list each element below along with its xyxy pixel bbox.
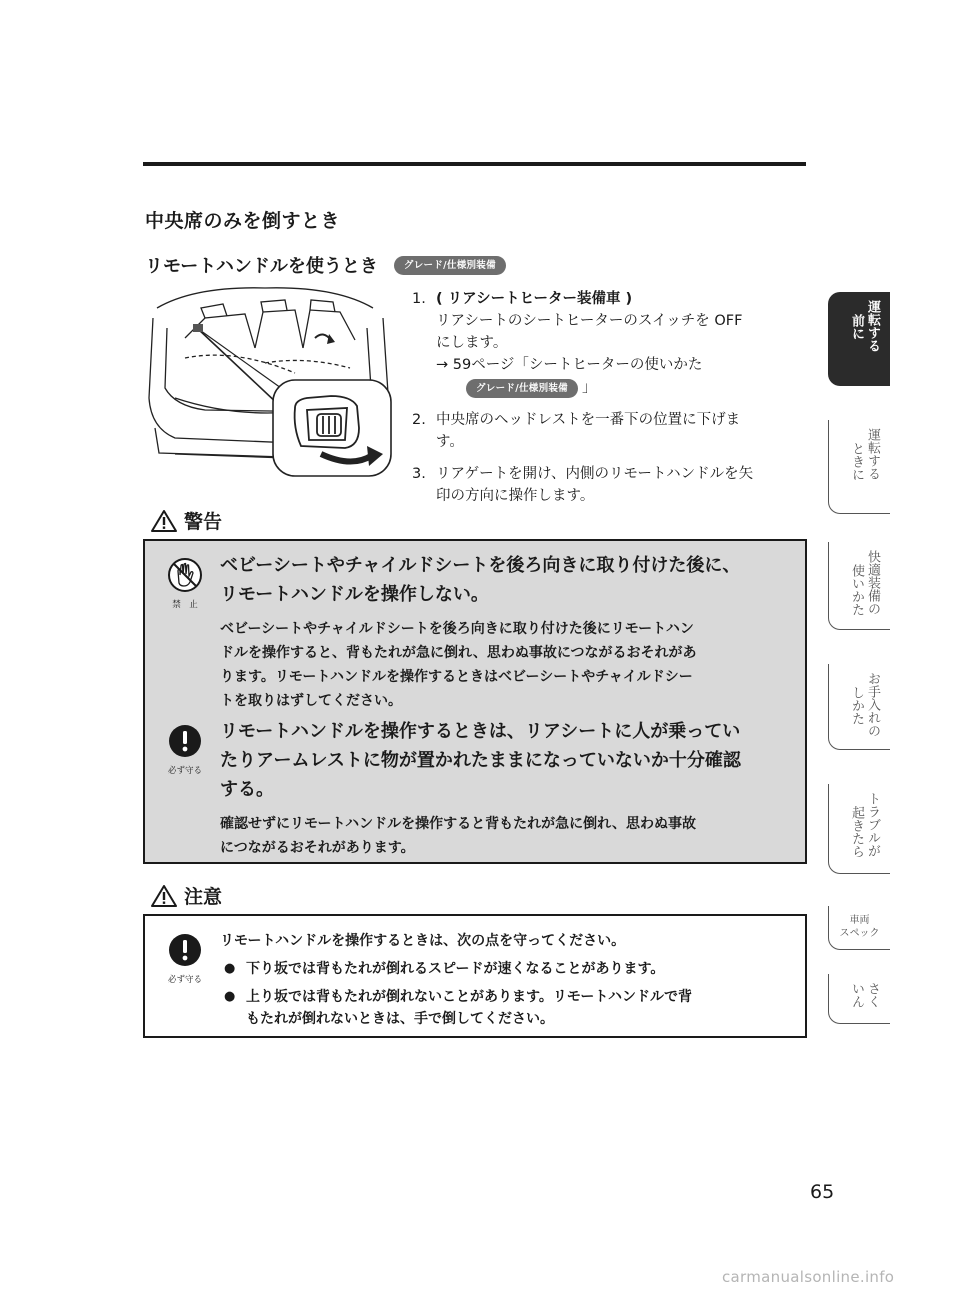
step-1-reference-badge-line: グレード/仕様別装備 」 — [436, 377, 807, 399]
prohibition-symbol: 禁 止 — [163, 557, 207, 610]
step-3-line: リアゲートを開け、内側のリモートハンドルを矢 — [436, 466, 754, 482]
steps-list — [412, 288, 807, 517]
tab-while-driving[interactable]: 運転する ときに — [828, 420, 890, 514]
caution-bullet: ● 上り坂では背もたれが倒れないことがあります。リモートハンドルで背 もたれが倒れないときは、手で倒してください。 — [220, 986, 795, 1030]
sub-heading — [145, 252, 506, 278]
section-heading: 中央席のみを倒すとき — [145, 210, 341, 232]
warning-item-1: ベビーシートやチャイルドシートを後ろ向きに取り付けた後に、 リモートハンドルを操作しない。 ベビーシートやチャイルドシートを後ろ向きに取り付けた後にリモートハン ドルを操作すると、背もたれが急に倒れ、思わぬ事故につながるおそれがあ ります。リモートハンドルを操作するときはベビーシートやチャイルドシー トを取りはずしてください。 — [220, 555, 741, 709]
bullet-icon: ● — [224, 989, 236, 1004]
top-rule — [143, 162, 806, 166]
grade-badge: グレード/仕様別装備 — [466, 379, 578, 398]
caution-list — [220, 930, 795, 1036]
watermark: carmanualsonline.info — [722, 1268, 895, 1286]
warning-triangle-icon — [150, 509, 178, 533]
caution-box — [143, 914, 807, 1038]
mandatory-symbol: 必ず守る — [163, 723, 207, 776]
tab-vehicle-specs[interactable]: 車両 スペック — [828, 906, 890, 950]
step-1-line: にします。 — [436, 335, 508, 351]
caution-triangle-icon — [150, 884, 178, 908]
tab-troubleshooting[interactable]: トラブルが 起きたら — [828, 784, 890, 874]
exclamation-circle-icon — [167, 932, 203, 968]
caution-bullet: ● 下り坂では背もたれが倒れるスピードが速くなることがあります。 — [220, 958, 795, 980]
page-number: 65 — [810, 1181, 835, 1203]
warning-item-2: リモートハンドルを操作するときは、リアシートに人が乗ってい たりアームレストに物が置かれたままになっていないか十分確認 する。 確認せずにリモートハンドルを操作すると背もたれが急に倒れ、思わぬ事故 につながるおそれがあります。 — [220, 721, 741, 856]
caution-heading — [150, 882, 222, 909]
sub-heading-text: リモートハンドルを使うとき — [145, 256, 378, 277]
step-2-line: 中央席のヘッドレストを一番下の位置に下げま — [436, 412, 741, 428]
exclamation-circle-icon — [167, 723, 203, 759]
tab-index[interactable]: さく いん — [828, 974, 890, 1024]
step-3-line: 印の方向に操作します。 — [436, 488, 595, 504]
step-2-line: す。 — [436, 434, 464, 450]
grade-badge: グレード/仕様別装備 — [394, 256, 506, 275]
handle-location-marker — [193, 324, 203, 332]
step-1: 1. ( リアシートヒーター装備車 ) リアシートのシートヒーターのスイッチを OFF にします。 → 59ページ「シートヒーターの使いかた グレード/仕様別装備 」 — [412, 288, 807, 399]
step-1-line: リアシートのシートヒーターのスイッチを OFF — [436, 313, 743, 329]
mandatory-symbol: 必ず守る — [163, 932, 207, 985]
step-1-reference: → 59ページ「シートヒーターの使いかた — [436, 357, 703, 373]
step-3: 3. リアゲートを開け、内側のリモートハンドルを矢 印の方向に操作します。 — [412, 463, 807, 507]
warning-heading — [150, 507, 222, 534]
warning-title: 警告 — [184, 511, 223, 533]
bullet-icon: ● — [224, 961, 236, 976]
tab-before-driving[interactable]: 運転する 前に — [828, 292, 890, 386]
tab-maintenance[interactable]: お手入れの しかた — [828, 664, 890, 750]
rear-cargo-illustration — [145, 278, 395, 480]
warning-box — [143, 539, 807, 864]
step-1-title: ( リアシートヒーター装備車 ) — [436, 291, 633, 307]
cargo-remote-handle-figure — [145, 278, 395, 480]
caution-title: 注意 — [184, 886, 223, 908]
caution-intro: リモートハンドルを操作するときは、次の点を守ってください。 — [220, 933, 626, 949]
step-2: 2. 中央席のヘッドレストを一番下の位置に下げま す。 — [412, 409, 807, 453]
prohibition-hand-icon — [167, 557, 203, 593]
tab-comfort-equipment[interactable]: 快適装備の 使いかた — [828, 542, 890, 630]
